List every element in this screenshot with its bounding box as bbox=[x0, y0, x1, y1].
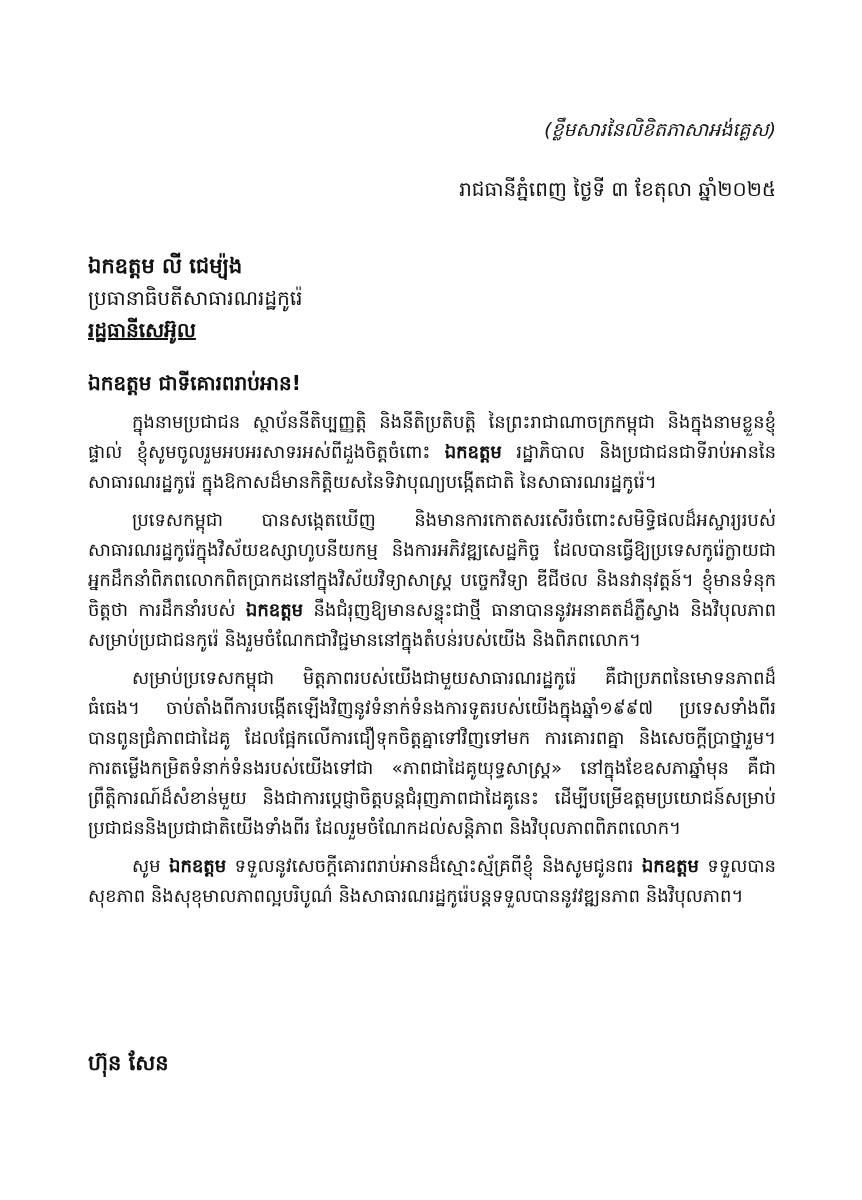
paragraph-text: នឹងជំរុញឱ្យមានសន្ទុះជាថ្មី ធានាបាននូវអនាគតដ៏ភ្លឺស្វាង និងវិបុលភាពសម្រាប់ប្រជាជនកូរ៉េ និងរួមចំណែកជាវិជ្ជមាននៅក្នុងតំបន់របស់យើង និងពិភពលោក។ bbox=[88, 600, 777, 651]
paragraph-2 bbox=[88, 506, 776, 656]
signature-name: ហ៊ុន សែន bbox=[88, 1051, 169, 1075]
honorific: ឯកឧត្តម bbox=[245, 600, 304, 621]
paragraph-text: រដ្ឋាភិបាល និងប្រជាជនជាទីរាប់អាននៃសាធារណរដ្ឋកូរ៉េ ក្នុងឱកាសដ៏មានកិត្តិយសនៃទិវាបុណ្យបង្កើតជាតិ នៃសាធារណរដ្ឋកូរ៉េ។ bbox=[88, 442, 777, 493]
recipient-block bbox=[88, 250, 774, 346]
paragraph-text: ទទួលនូវសេចក្តីគោរពរាប់អានដ៏ស្មោះស្ម័គ្រពីខ្ញុំ និងសូមជូនពរ bbox=[226, 856, 642, 877]
paragraph-text: សូម bbox=[132, 856, 170, 877]
paragraph-text: ទទួលបានសុខភាព និងសុខុមាលភាពល្អបរិបូណ៌ និងសាធារណរដ្ឋកូរ៉េបន្តទទួលបាននូវវឌ្ឍនភាព និងវិបុលភាព។ bbox=[88, 856, 776, 907]
recipient-place: រដ្ឋធានីសេអ៊ូល bbox=[88, 318, 196, 342]
paragraph-4 bbox=[88, 852, 776, 912]
letter-body bbox=[88, 408, 776, 920]
honorific: ឯកឧត្តម bbox=[641, 856, 699, 877]
honorific: ឯកឧត្តម bbox=[169, 856, 227, 877]
paragraph-text: ប្រទេសកម្ពុជា បានសង្កេតឃើញ និងមានការកោតសរសើរចំពោះសមិទ្ធិផលដ៏អស្ចារ្យរបស់សាធារណរដ្ឋកូរ៉េក្នុងវិស័យឧស្សាហូបនីយកម្ម និងការអភិវឌ្ឍសេដ្ឋកិច្ច ដែលបានធ្វើឱ្យប្រទេសកូរ៉េក្លាយជាអ្នកដឹកនាំពិភពលោកពិតប្រាកដនៅក្នុងវិស័យវិទ្យាសាស្ត្រ បច្ចេកវិទ្យា ឌីជីថល និងនវានុវត្តន៍។ ខ្ញុំមានទំនុកចិត្តថា ការដឹកនាំរបស់ bbox=[88, 510, 776, 621]
salutation: ឯកឧត្តម ជាទីគោរពរាប់អាន! bbox=[88, 371, 301, 395]
dateline: រាជធានីភ្នំពេញ ថ្ងៃទី ៣ ខែតុលា ឆ្នាំ២០២៥ bbox=[459, 177, 776, 201]
paragraph-text: ក្នុងនាមប្រជាជន ស្ថាប័ននីតិប្បញ្ញត្តិ និងនីតិប្រតិបត្តិ នៃព្រះរាជាណាចក្រកម្ពុជា និងក្នុងនាមខ្លួនខ្ញុំផ្ទាល់ ខ្ញុំសូមចូលរួមអបអរសាទរអស់ពីដួងចិត្តចំពោះ bbox=[88, 412, 776, 463]
paragraph-3 bbox=[88, 664, 776, 844]
recipient-name: ឯកឧត្តម លី ជេម្យ៉ុង bbox=[88, 254, 243, 278]
paragraph-1 bbox=[88, 408, 776, 498]
recipient-title: ប្រធានាធិបតីសាធារណរដ្ឋកូរ៉េ bbox=[88, 286, 303, 310]
translation-note: (ខ្លឹមសារនៃលិខិតភាសាអង់គ្លេស) bbox=[544, 119, 776, 141]
honorific: ឯកឧត្តម bbox=[444, 442, 502, 463]
paragraph-text: សម្រាប់ប្រទេសកម្ពុជា មិត្តភាពរបស់យើងជាមួយសាធារណរដ្ឋកូរ៉េ គឺជាប្រភពនៃមោទនភាពដ៏ធំធេង។ ចាប់តាំងពីការបង្កើតឡើងវិញនូវទំនាក់ទំនងការទូតរបស់យើងក្នុងឆ្នាំ១៩៩៧ ប្រទេសទាំងពីរបានពូនជ្រំភាពជាដៃគូ ដែលផ្អែកលើការជឿទុកចិត្តគ្នាទៅវិញទៅមក ការគោរពគ្នា និងសេចក្តីប្រាថ្នារួម។ ការតម្លើងកម្រិតទំនាក់ទំនងរបស់យើងទៅជា «ភាពជាដៃគូយុទ្ធសាស្ត្រ» នៅក្នុងខែឧសភាឆ្នាំមុន គឺជាព្រឹត្តិការណ៍ដ៏សំខាន់មួយ និងជាការប្តេជ្ញាចិត្តបន្តជំរុញភាពជាដៃគូនេះ ដើម្បីបម្រើឧត្តមប្រយោជន៍សម្រាប់ប្រជាជននិងប្រជាជាតិយើងទាំងពីរ ដែលរួមចំណែកដល់សន្តិភាព និងវិបុលភាពពិភពលោក។ bbox=[88, 668, 776, 839]
